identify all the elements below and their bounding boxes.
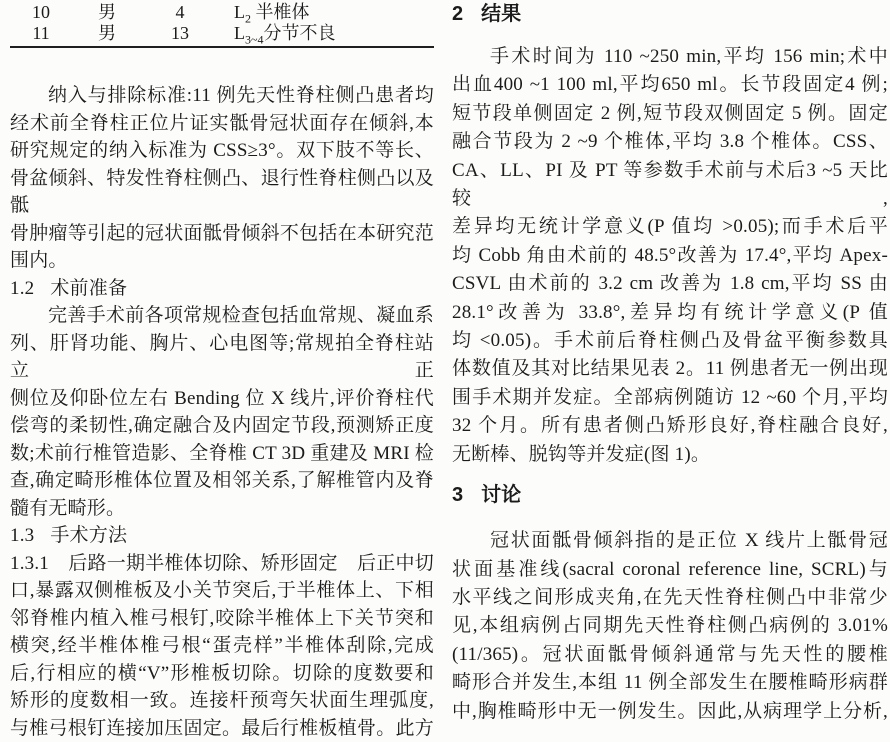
- vertebra-level: L: [234, 2, 245, 22]
- table-cell-diagnosis: [218, 2, 434, 23]
- paragraph-results: [452, 43, 888, 469]
- text-line: 无断棒、脱钩等并发症(图 1)。: [452, 441, 888, 469]
- paragraph-surgical-method: [10, 550, 434, 742]
- section-number: 1.3: [10, 525, 34, 546]
- text-line: 畸形合并发生,本组 11 例全部发生在腰椎畸形病群: [452, 669, 888, 697]
- text-line: 水平线之间形成夹角,在先天性脊柱侧凸中非常少: [452, 584, 888, 612]
- text-line: 32 个月。所有患者侧凸矫形良好,脊柱融合良好,: [452, 412, 888, 440]
- table-cell-sex: 男: [72, 2, 142, 23]
- table-row: [10, 2, 434, 23]
- text-line: 列、肝肾功能、胸片、心电图等;常规拍全脊柱站立正: [10, 330, 434, 385]
- text-line: 骨盆倾斜、特发性脊柱侧凸、退行性脊柱侧凸以及骶: [10, 165, 434, 220]
- text-line: 侧位及仰卧位左右 Bending 位 X 线片,评价脊柱代: [10, 385, 434, 413]
- text-line: 围手术期并发症。全部病例随访 12 ~60 个月,平均: [452, 384, 888, 412]
- text-line: 体数值及其对比结果见表 2。11 例患者无一例出现: [452, 355, 888, 383]
- text-line: 后,行相应的横“V”形椎板切除。切除的度数要和: [10, 660, 434, 688]
- text-line: 均 <0.05)。手术前后脊柱侧凸及骨盆平衡参数具: [452, 327, 888, 355]
- table-cell-diagnosis: [218, 23, 434, 44]
- text-line: 数;术前行椎管造影、全脊椎 CT 3D 重建及 MRI 检: [10, 440, 434, 468]
- patient-table-fragment: [10, 0, 434, 48]
- diagnosis-text: 分节不良: [264, 23, 336, 43]
- text-line: 短节段单侧固定 2 例,短节段双侧固定 5 例。固定: [452, 100, 888, 128]
- table-cell-age: 13: [142, 23, 218, 44]
- text-line: 状面基准线(sacral coronal reference line, SCRL)与: [452, 556, 888, 584]
- section-title: 手术方法: [50, 525, 127, 546]
- text-line: 研究规定的纳入标准为 CSS≥3°。双下肢不等长、: [10, 137, 434, 165]
- vertebra-level: L: [234, 23, 245, 43]
- section-number: 3: [452, 484, 463, 506]
- text-line: 围内。: [10, 247, 434, 275]
- text-line: 口,暴露双侧椎板及小关节突后,于半椎体上、下相: [10, 577, 434, 605]
- section-title: 术前准备: [50, 278, 127, 299]
- text-line: 偿弯的柔韧性,确定融合及内固定节段,预测矫正度: [10, 412, 434, 440]
- text-line: 手术时间为 110 ~250 min,平均 156 min;术中: [452, 43, 888, 71]
- text-line: 融合节段为 2 ~9 个椎体,平均 3.8 个椎体。CSS、: [452, 128, 888, 156]
- text-line: (11/365)。冠状面骶骨倾斜通常与先天性的腰椎: [452, 641, 888, 669]
- text-line: 邻脊椎内植入椎弓根钉,咬除半椎体上下关节突和: [10, 605, 434, 633]
- text-line: 横突,经半椎体椎弓根“蛋壳样”半椎体刮除,完成: [10, 632, 434, 660]
- vertebra-level-subscript: 2: [245, 12, 251, 26]
- section-number: 2: [452, 3, 463, 25]
- left-column: [10, 0, 434, 742]
- text-line: 矫形的度数相一致。连接杆预弯矢状面生理弧度,: [10, 687, 434, 715]
- text-line: 完善手术前各项常规检查包括血常规、凝血系: [10, 302, 434, 330]
- table-cell-sex: 男: [72, 23, 142, 44]
- table-cell-age: 4: [142, 2, 218, 23]
- text-line: 查,确定畸形椎体位置及相邻关系,了解椎管内及脊: [10, 467, 434, 495]
- text-line: 1.3.1 后路一期半椎体切除、矫形固定 后正中切: [10, 550, 434, 578]
- text-line: 28.1°改善为 33.8°,差异均有统计学意义(P 值: [452, 299, 888, 327]
- text-line: CA、LL、PI 及 PT 等参数手术前与术后3 ~5 天比较,: [452, 157, 888, 214]
- section-heading-results: [452, 0, 888, 26]
- section-heading-discussion: [452, 483, 888, 507]
- table-cell-case-no: 10: [10, 2, 72, 23]
- section-number: 1.2: [10, 278, 34, 299]
- section-heading-1-3: [10, 522, 434, 550]
- right-column: [452, 0, 888, 726]
- text-line: 差异均无统计学意义(P 值均 >0.05);而手术后平: [452, 213, 888, 241]
- text-line: 中,胸椎畸形中无一例发生。因此,从病理学上分析,: [452, 698, 888, 726]
- paragraph-discussion: [452, 527, 888, 726]
- diagnosis-text: 半椎体: [251, 2, 310, 22]
- text-line: 均 Cobb 角由术前的 48.5°改善为 17.4°,平均 Apex-: [452, 242, 888, 270]
- table-bottom-rule: [10, 46, 434, 48]
- text-line: 髓有无畸形。: [10, 495, 434, 523]
- paragraph-preop-preparation: [10, 302, 434, 522]
- text-line: 与椎弓根钉连接加压固定。最后行椎板植骨。此方: [10, 715, 434, 742]
- table-row: [10, 23, 434, 44]
- text-line: 纳入与排除标准:11 例先天性脊柱侧凸患者均: [10, 82, 434, 110]
- section-title: 结果: [481, 3, 521, 25]
- vertebra-level-subscript: 3~4: [245, 33, 264, 47]
- text-line: 见,本组病例占同期先天性脊柱侧凸病例的 3.01%: [452, 612, 888, 640]
- text-line: 经术前全脊柱正位片证实骶骨冠状面存在倾斜,本: [10, 110, 434, 138]
- paragraph-inclusion-criteria: [10, 82, 434, 275]
- text-line: 骨肿瘤等引起的冠状面骶骨倾斜不包括在本研究范: [10, 220, 434, 248]
- text-line: CSVL 由术前的 3.2 cm 改善为 1.8 cm,平均 SS 由: [452, 270, 888, 298]
- text-line: 冠状面骶骨倾斜指的是正位 X 线片上骶骨冠: [452, 527, 888, 555]
- section-heading-1-2: [10, 275, 434, 303]
- table-cell-case-no: 11: [10, 23, 72, 44]
- section-title: 讨论: [481, 484, 521, 506]
- text-line: 出血400 ~1 100 ml,平均650 ml。长节段固定4 例;: [452, 71, 888, 99]
